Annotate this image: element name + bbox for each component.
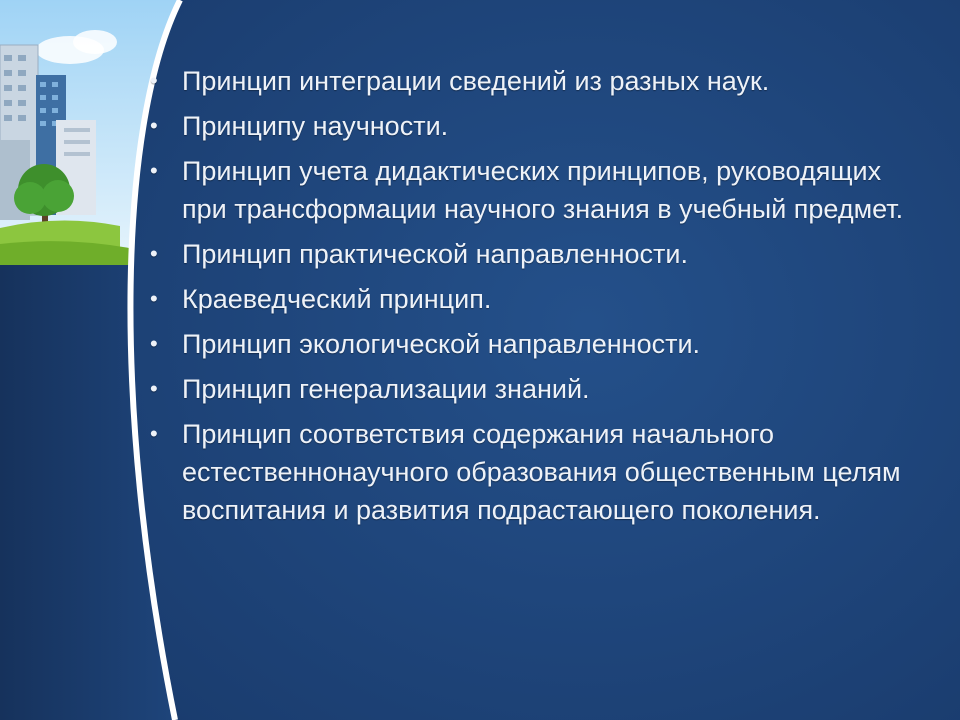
bullet-icon: • <box>150 113 158 138</box>
bullet-icon: • <box>150 376 158 401</box>
list-item-text: Принцип практической направленности. <box>182 239 688 269</box>
list-item-text: Принцип учета дидактических принципов, руководящих при трансформации научного знания в учебный предмет. <box>182 156 904 224</box>
list-item-text: Принципу научности. <box>182 111 449 141</box>
bullet-icon: • <box>150 286 158 311</box>
list-item <box>150 152 910 228</box>
list-item <box>150 235 910 273</box>
content-area <box>150 62 910 536</box>
bullet-icon: • <box>150 158 158 183</box>
list-item <box>150 62 910 100</box>
principles-list <box>150 62 910 529</box>
list-item <box>150 370 910 408</box>
bullet-icon: • <box>150 331 158 356</box>
list-item-text: Принцип интеграции сведений из разных наук. <box>182 66 770 96</box>
list-item <box>150 280 910 318</box>
list-item <box>150 415 910 529</box>
list-item <box>150 325 910 363</box>
list-item-text: Принцип соответствия содержания начального естественнонаучного образования общественным целям воспитания и развития подрастающего поколения. <box>182 419 901 525</box>
bullet-icon: • <box>150 68 158 93</box>
bullet-icon: • <box>150 241 158 266</box>
bullet-icon: • <box>150 421 158 446</box>
list-item-text: Принцип генерализации знаний. <box>182 374 590 404</box>
list-item-text: Краеведческий принцип. <box>182 284 492 314</box>
list-item <box>150 107 910 145</box>
list-item-text: Принцип экологической направленности. <box>182 329 701 359</box>
